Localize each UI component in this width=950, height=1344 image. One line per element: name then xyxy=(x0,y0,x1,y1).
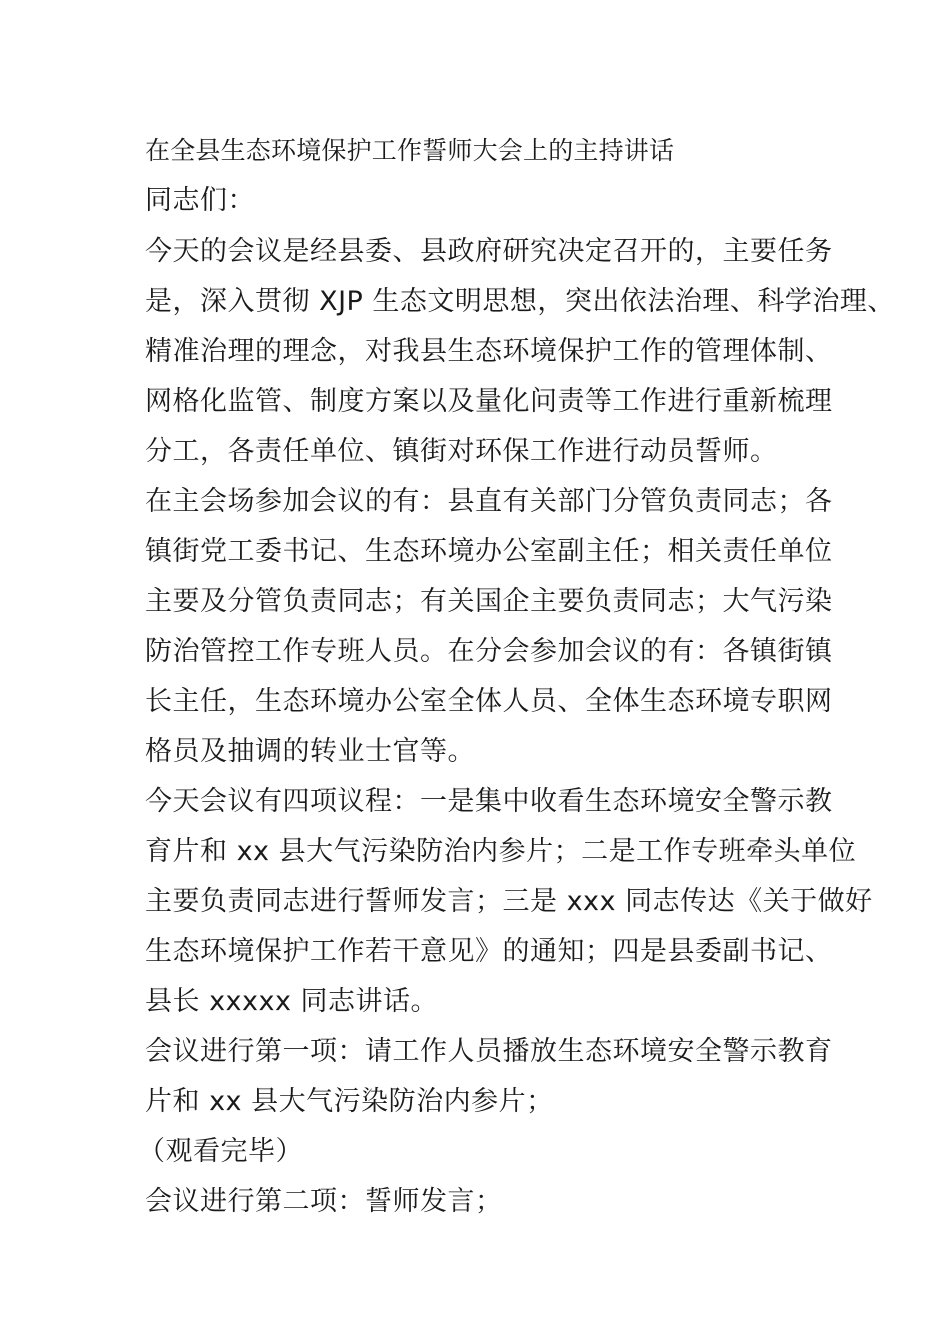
text-line: （观看完毕） xyxy=(138,1136,303,1167)
document-title: 在全县生态环境保护工作誓师大会上的主持讲话 xyxy=(145,136,675,165)
text-line: 生态环境保护工作若干意见》的通知；四是县委副书记、 xyxy=(145,936,833,967)
text-line: 今天的会议是经县委、县政府研究决定召开的，主要任务 xyxy=(145,236,833,267)
text-line: 育片和 xx 县大气污染防治内参片；二是工作专班牵头单位 xyxy=(145,836,857,867)
text-line: 镇街党工委书记、生态环境办公室副主任；相关责任单位 xyxy=(145,536,833,567)
text-line: 网格化监管、制度方案以及量化问责等工作进行重新梳理 xyxy=(145,386,833,417)
text-line: 防治管控工作专班人员。在分会参加会议的有：各镇街镇 xyxy=(145,636,833,667)
text-line: 在主会场参加会议的有：县直有关部门分管负责同志；各 xyxy=(145,486,833,517)
salutation: 同志们： xyxy=(145,185,255,216)
text-line: 精准治理的理念，对我县生态环境保护工作的管理体制、 xyxy=(145,336,833,367)
text-line: 分工，各责任单位、镇街对环保工作进行动员誓师。 xyxy=(145,436,778,467)
text-line: 县长 xxxxx 同志讲话。 xyxy=(145,986,439,1017)
text-line: 片和 xx 县大气污染防治内参片； xyxy=(145,1086,554,1117)
text-line: 格员及抽调的转业士官等。 xyxy=(145,736,475,767)
text-line: 主要及分管负责同志；有关国企主要负责同志；大气污染 xyxy=(145,586,833,617)
text-line: 会议进行第一项：请工作人员播放生态环境安全警示教育 xyxy=(145,1036,833,1067)
text-line: 长主任，生态环境办公室全体人员、全体生态环境专职网 xyxy=(145,686,833,717)
text-line: 是，深入贯彻 XJP 生态文明思想，突出依法治理、科学治理、 xyxy=(145,286,895,317)
text-line: 今天会议有四项议程：一是集中收看生态环境安全警示教 xyxy=(145,786,833,817)
text-line: 主要负责同志进行誓师发言；三是 xxx 同志传达《关于做好 xyxy=(145,886,873,917)
text-line: 会议进行第二项：誓师发言； xyxy=(145,1186,503,1217)
